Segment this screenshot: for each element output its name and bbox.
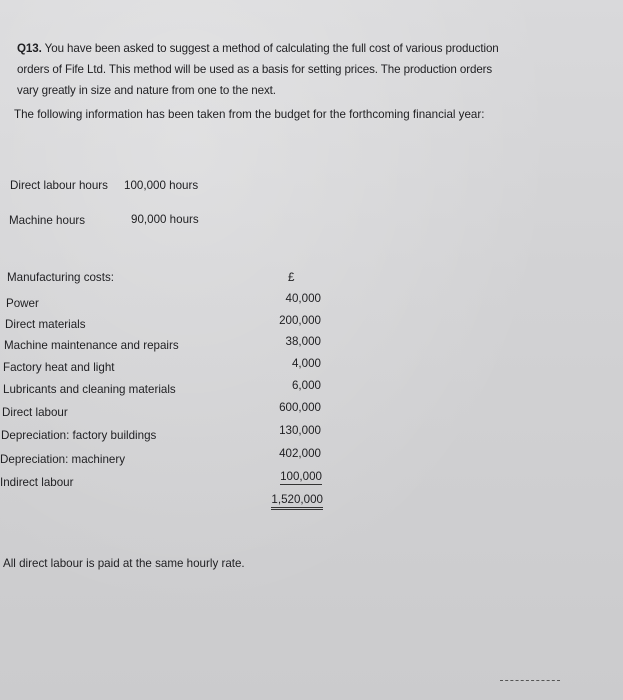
currency-symbol: £ bbox=[288, 271, 295, 284]
machine-hours-value: 90,000 hours bbox=[131, 213, 199, 226]
cost-item-label: Depreciation: factory buildings bbox=[1, 429, 157, 442]
question-number: Q13. bbox=[17, 42, 42, 55]
cost-item-label: Depreciation: machinery bbox=[0, 453, 126, 466]
cost-item-amount: 38,000 bbox=[285, 335, 321, 348]
cost-item-amount: 402,000 bbox=[279, 447, 321, 460]
cost-item-amount: 4,000 bbox=[291, 357, 321, 370]
direct-labour-hours-value: 100,000 hours bbox=[124, 179, 199, 192]
question-text bbox=[17, 38, 577, 101]
cost-item-label: Direct materials bbox=[5, 318, 86, 331]
intro-text: The following information has been taken from the budget for the forthcoming financial year: bbox=[14, 108, 485, 121]
question-line-1-text: You have been asked to suggest a method of calculating the full cost of various production bbox=[44, 42, 499, 55]
cost-item-amount: 6,000 bbox=[291, 379, 321, 392]
cost-total: 1,520,000 bbox=[271, 493, 323, 510]
direct-labour-hours-label: Direct labour hours bbox=[10, 179, 108, 192]
cost-item-amount: 200,000 bbox=[279, 314, 321, 327]
cost-item-label: Power bbox=[6, 297, 39, 310]
cost-item-label: Indirect labour bbox=[0, 476, 74, 489]
cost-item-amount: 40,000 bbox=[285, 292, 321, 305]
cost-item-label: Lubricants and cleaning materials bbox=[3, 383, 176, 396]
question-line-2: orders of Fife Ltd. This method will be used as a basis for setting prices. The production orders bbox=[17, 63, 493, 76]
question-line-3: vary greatly in size and nature from one to the next. bbox=[17, 84, 276, 97]
cost-item-amount: 130,000 bbox=[279, 424, 321, 437]
question-line-1 bbox=[17, 38, 577, 59]
edge-dash-mark bbox=[500, 680, 560, 682]
machine-hours-label: Machine hours bbox=[9, 214, 86, 227]
cost-item-label: Machine maintenance and repairs bbox=[4, 339, 179, 352]
cost-item-label: Direct labour bbox=[2, 406, 68, 419]
note-text: All direct labour is paid at the same hourly rate. bbox=[3, 557, 245, 570]
cost-item-label: Factory heat and light bbox=[3, 361, 115, 374]
manufacturing-costs-heading: Manufacturing costs: bbox=[7, 271, 114, 284]
cost-item-amount: 100,000 bbox=[280, 470, 322, 483]
cost-item-amount: 600,000 bbox=[279, 401, 321, 414]
